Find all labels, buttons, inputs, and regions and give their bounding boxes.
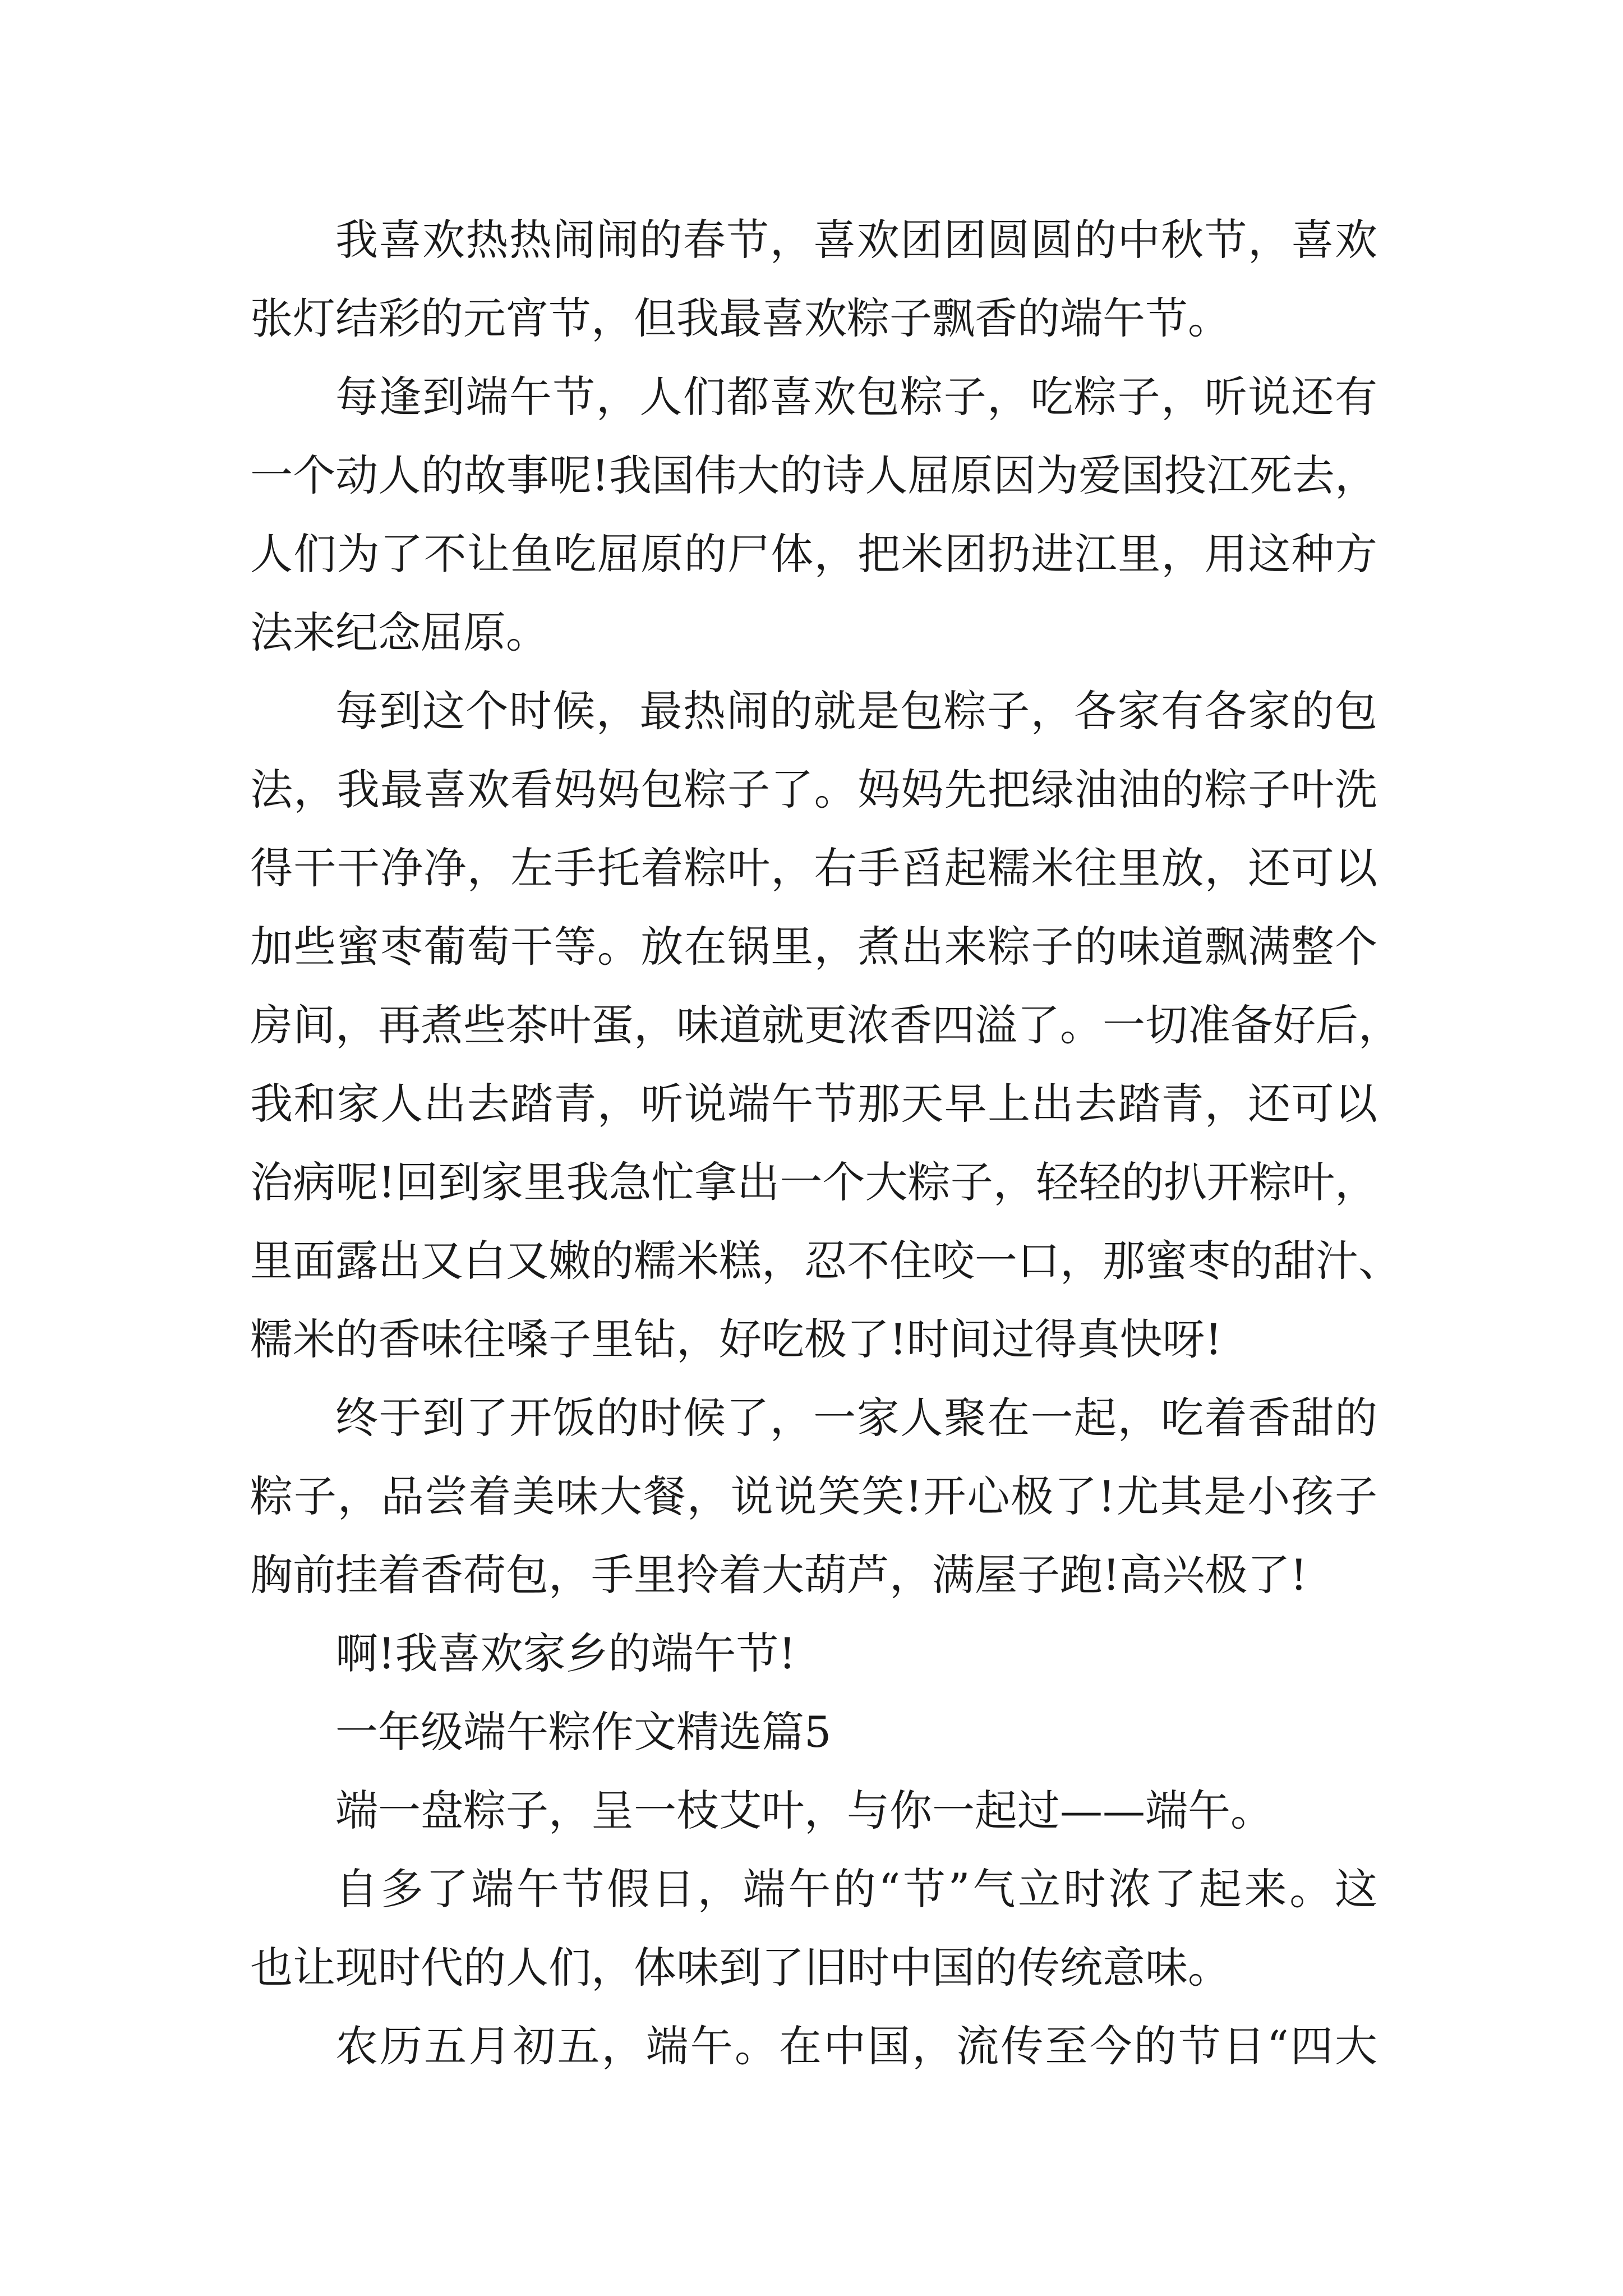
text-line-23: 也让现时代的人们，体味到了旧时中国的传统意味。 bbox=[250, 1943, 1230, 1993]
text-line-22: 自多了端午节假日，端午的“节”气立时浓了起来。这 bbox=[335, 1864, 1377, 1914]
text-line-10: 加些蜜枣葡萄干等。放在锅里，煮出来粽子的味道飘满整个 bbox=[250, 922, 1377, 972]
text-line-3: 每逢到端午节，人们都喜欢包粽子，吃粽子，听说还有 bbox=[335, 372, 1377, 422]
text-line-13: 治病呢!回到家里我急忙拿出一个大粽子，轻轻的扒开粽叶， bbox=[250, 1157, 1377, 1207]
text-line-2: 张灯结彩的元宵节，但我最喜欢粽子飘香的端午节。 bbox=[250, 293, 1230, 343]
text-line-7: 每到这个时候，最热闹的就是包粽子，各家有各家的包 bbox=[335, 686, 1377, 736]
text-line-21: 端一盘粽子，呈一枝艾叶，与你一起过——端午。 bbox=[335, 1786, 1273, 1835]
text-line-6: 法来纪念屈原。 bbox=[250, 608, 548, 657]
text-line-4: 一个动人的故事呢!我国伟大的诗人屈原因为爱国投江死去， bbox=[250, 450, 1377, 500]
text-line-18: 胸前挂着香荷包，手里拎着大葫芦，满屋子跑!高兴极了! bbox=[250, 1550, 1308, 1600]
text-line-14: 里面露出又白又嫩的糯米糕，忍不住咬一口，那蜜枣的甜汁、 bbox=[250, 1236, 1401, 1286]
text-line-17: 粽子，品尝着美味大餐，说说笑笑!开心极了!尤其是小孩子 bbox=[250, 1471, 1377, 1521]
text-line-9: 得干干净净，左手托着粽叶，右手舀起糯米往里放，还可以 bbox=[250, 843, 1377, 893]
text-line-16: 终于到了开饭的时候了，一家人聚在一起，吃着香甜的 bbox=[335, 1393, 1377, 1443]
text-line-24: 农历五月初五，端午。在中国，流传至今的节日“四大 bbox=[335, 2021, 1377, 2071]
text-line-8: 法，我最喜欢看妈妈包粽子了。妈妈先把绿油油的粽子叶洗 bbox=[250, 765, 1377, 815]
text-line-19: 啊!我喜欢家乡的端午节! bbox=[335, 1628, 796, 1678]
text-line-1: 我喜欢热热闹闹的春节，喜欢团团圆圆的中秋节，喜欢 bbox=[335, 215, 1377, 265]
section-heading: 一年级端午粽作文精选篇5 bbox=[335, 1707, 832, 1757]
text-line-11: 房间，再煮些茶叶蛋，味道就更浓香四溢了。一切准备好后， bbox=[250, 1000, 1401, 1050]
text-line-12: 我和家人出去踏青，听说端午节那天早上出去踏青，还可以 bbox=[250, 1079, 1377, 1129]
essay-body bbox=[250, 201, 1401, 2086]
text-line-5: 人们为了不让鱼吃屈原的尸体，把米团扔进江里，用这种方 bbox=[250, 529, 1377, 579]
text-line-15: 糯米的香味往嗓子里钻，好吃极了!时间过得真快呀! bbox=[250, 1314, 1223, 1364]
